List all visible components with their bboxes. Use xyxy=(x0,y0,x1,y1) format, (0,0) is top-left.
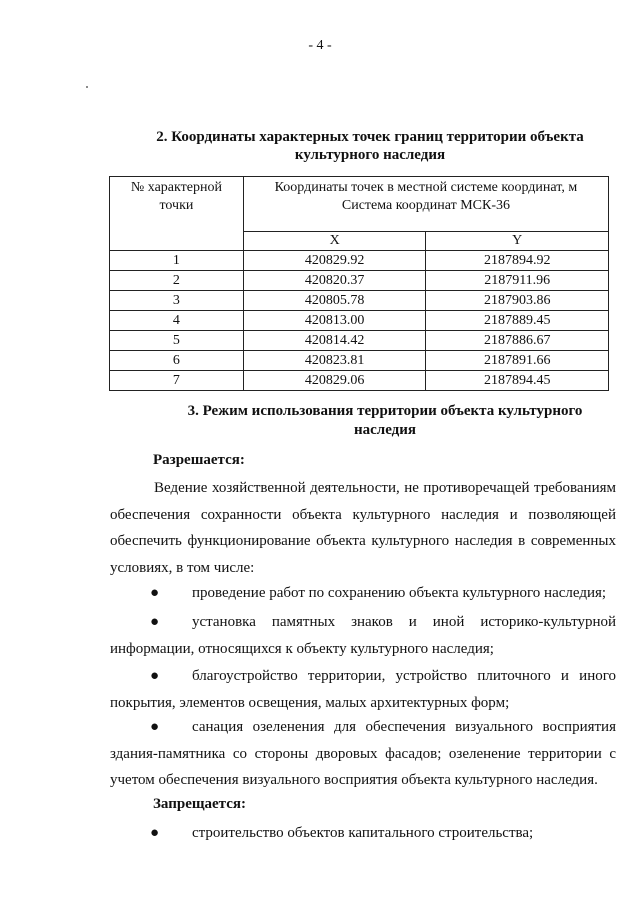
allowed-intro: Ведение хозяйственной деятельности, не противоречащей требованиям обеспечения сохранности объекта культурного наследия и позволяющей обеспечить функционирование объекта культурного наследия в современных условиях, в том числе: xyxy=(110,480,616,576)
allowed-item-text: установка памятных знаков и иной историко-культурной информации, относящихся к объекту культурного наследия; xyxy=(110,614,616,657)
point-x: 420805.78 xyxy=(243,291,426,311)
bullet-icon: ● xyxy=(150,825,160,841)
page-number: - 4 - xyxy=(308,38,332,53)
point-x: 420829.06 xyxy=(243,371,426,391)
point-y: 2187894.92 xyxy=(426,251,609,271)
point-y: 2187889.45 xyxy=(426,311,609,331)
section-2-title-line2: культурного наследия xyxy=(294,147,446,163)
point-y: 2187911.96 xyxy=(426,271,609,291)
list-item xyxy=(110,609,616,662)
allowed-heading: Разрешается: xyxy=(153,452,245,468)
bullet-icon: ● xyxy=(150,585,160,601)
table-row xyxy=(110,351,609,371)
point-number: 7 xyxy=(110,371,244,391)
point-y: 2187903.86 xyxy=(426,291,609,311)
col-coordinates-header-line2: Система координат МСК-36 xyxy=(341,198,510,213)
bullet-icon: ● xyxy=(150,668,160,684)
col-x-header: X xyxy=(243,232,426,251)
table-row xyxy=(110,291,609,311)
point-x: 420823.81 xyxy=(243,351,426,371)
point-number: 4 xyxy=(110,311,244,331)
section-3-title-line2: наследия xyxy=(353,422,417,438)
point-number: 6 xyxy=(110,351,244,371)
bullet-icon: ● xyxy=(150,614,160,630)
point-y: 2187894.45 xyxy=(426,371,609,391)
scan-speck xyxy=(86,86,88,88)
section-3-title-line1: 3. Режим использования территории объекта культурного xyxy=(187,403,583,419)
point-y: 2187886.67 xyxy=(426,331,609,351)
col-coordinates-header-line1: Координаты точек в местной системе координат, м xyxy=(274,180,578,195)
section-3-title xyxy=(150,402,620,440)
coordinates-table xyxy=(109,176,609,391)
table-row xyxy=(110,311,609,331)
point-x: 420820.37 xyxy=(243,271,426,291)
allowed-item-text: санация озеленения для обеспечения визуального восприятия здания-памятника со стороны дворовых фасадов; озеленение территории с учетом обеспечения визуального восприятия объекта культурного наследия. xyxy=(110,719,616,788)
list-item xyxy=(110,663,616,716)
point-number: 3 xyxy=(110,291,244,311)
table-row xyxy=(110,371,609,391)
list-item xyxy=(110,714,616,794)
allowed-item-text: проведение работ по сохранению объекта культурного наследия; xyxy=(192,585,607,601)
col-y-header: Y xyxy=(426,232,609,251)
point-x: 420814.42 xyxy=(243,331,426,351)
col-coordinates-header xyxy=(243,177,608,232)
section-2-title-line1: 2. Координаты характерных точек границ территории объекта xyxy=(156,129,584,145)
forbidden-item-text: строительство объектов капитального строительства; xyxy=(192,825,534,841)
table-row xyxy=(110,331,609,351)
allowed-item-text: благоустройство территории, устройство плиточного и иного покрытия, элементов освещения, малых архитектурных форм; xyxy=(110,668,616,711)
table-header-row xyxy=(110,177,609,232)
list-item xyxy=(110,580,616,607)
table-row xyxy=(110,251,609,271)
col-point-number-header xyxy=(110,177,244,251)
section-2-title xyxy=(130,128,610,164)
point-x: 420813.00 xyxy=(243,311,426,331)
point-number: 5 xyxy=(110,331,244,351)
forbidden-heading: Запрещается: xyxy=(153,796,247,812)
list-item xyxy=(110,820,616,847)
point-y: 2187891.66 xyxy=(426,351,609,371)
point-x: 420829.92 xyxy=(243,251,426,271)
col-point-number-header-text: № характерной точки xyxy=(130,180,222,213)
point-number: 1 xyxy=(110,251,244,271)
table-row xyxy=(110,271,609,291)
bullet-icon: ● xyxy=(150,719,160,735)
point-number: 2 xyxy=(110,271,244,291)
